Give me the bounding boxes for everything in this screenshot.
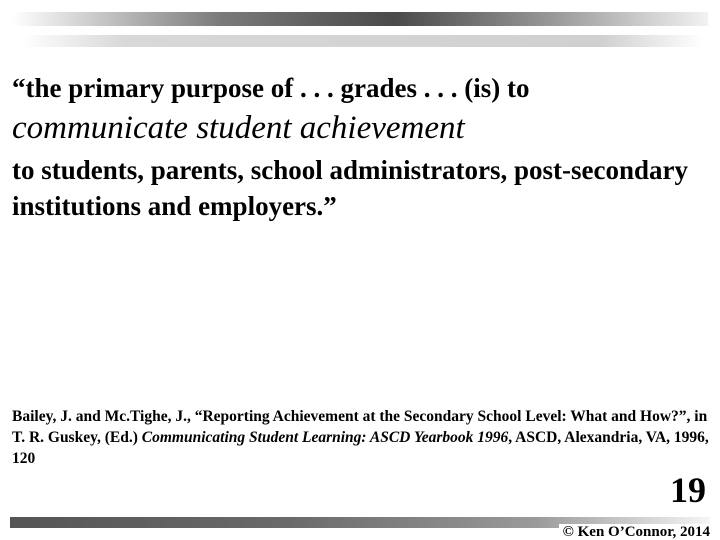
quote-line-3: to students, parents, school administrators, post-secondary institutions and employers.”	[12, 155, 689, 221]
top-decorative-bar-secondary	[22, 35, 704, 47]
citation-title: Communicating Student Learning: ASCD Yearbook 1996	[141, 429, 509, 446]
citation-text: Bailey, J. and Mc.Tighe, J., “Reporting Achievement at the Secondary School Level: What and How?”, in T. R. Guskey, (Ed.)	[12, 408, 708, 446]
quote-line-1: “the primary purpose of . . . grades . . . (is) to	[12, 73, 530, 103]
quote-emphasis: communicate student achievement	[12, 110, 465, 146]
citation	[12, 406, 712, 469]
top-decorative-bar	[12, 12, 708, 26]
page-number: 19	[670, 470, 706, 510]
copyright-notice: © Ken O’Connor, 2014	[559, 524, 710, 540]
citation-publisher: , ASCD, Alexandria, VA, 1996, 120	[12, 429, 709, 467]
quote-block	[12, 70, 712, 224]
